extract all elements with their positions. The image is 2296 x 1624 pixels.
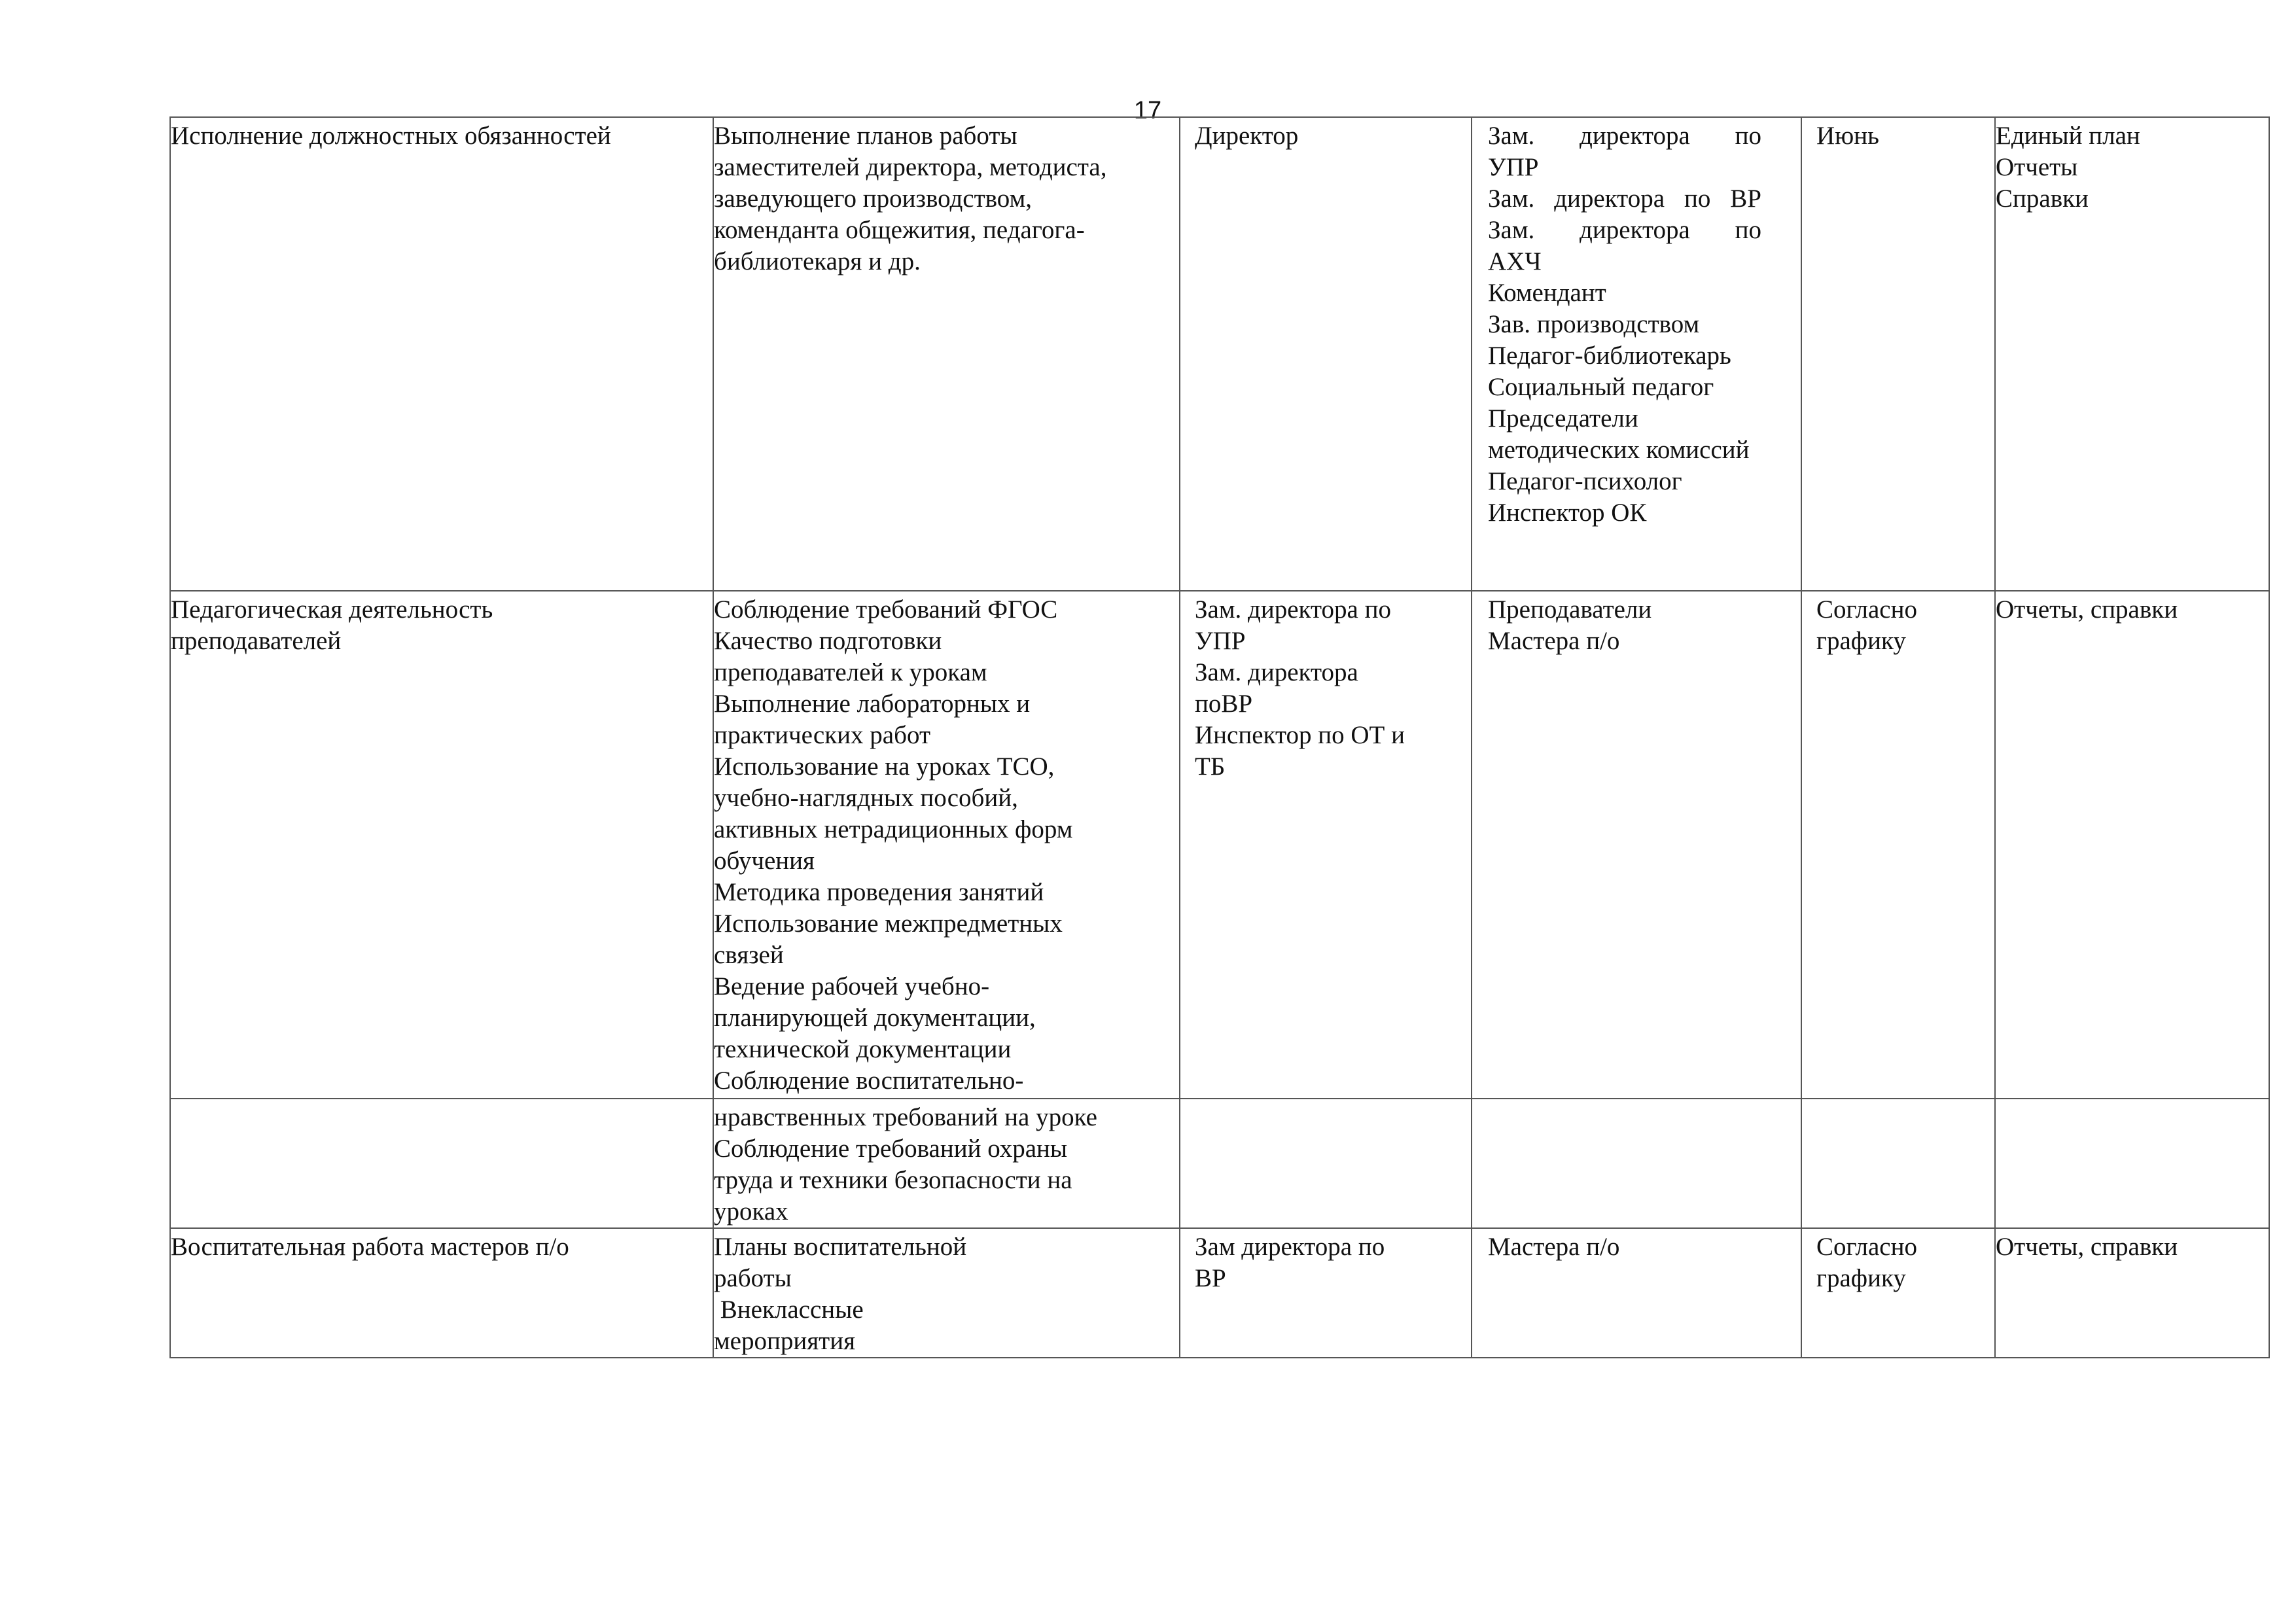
cell-content: нравственных требований на уроке Соблюдение требований охраны труда и техники безопасности на уроках (713, 1099, 1180, 1228)
cell-period: Июнь (1801, 117, 1995, 591)
table-row (170, 117, 2269, 591)
table-row (170, 591, 2269, 1099)
control-plan-table (169, 116, 2270, 1358)
cell-result (1995, 1099, 2269, 1228)
cell-controller (1180, 1099, 1472, 1228)
subject-line: Зам. директора по (1488, 216, 1761, 244)
cell-content: Соблюдение требований ФГОС Качество подготовки преподавателей к урокам Выполнение лабораторных и практических работ Использование на уроках ТСО, учебно-наглядных пособий, активных нетрадиционных форм обучения Методика проведения занятий Использование межпредметных связей Ведение рабочей учебно- планирующей документации, технической документации Соблюдение воспитательно- (713, 591, 1180, 1099)
table-row (170, 1099, 2269, 1228)
cell-subjects: Преподаватели Мастера п/о (1472, 591, 1801, 1099)
subject-line: Зам. директора по (1488, 122, 1761, 150)
cell-area: Исполнение должностных обязанностей (170, 117, 713, 591)
table-row (170, 1228, 2269, 1358)
page-number: 17 (1133, 97, 1162, 124)
cell-period: Согласно графику (1801, 591, 1995, 1099)
cell-result: Единый план Отчеты Справки (1995, 117, 2269, 591)
table-body (170, 117, 2269, 1358)
cell-area (170, 1099, 713, 1228)
subject-line: Зам. директора по ВР (1488, 185, 1761, 213)
cell-subjects: Мастера п/о (1472, 1228, 1801, 1358)
cell-content: Планы воспитательной работы Внеклассные мероприятия (713, 1228, 1180, 1358)
cell-subjects: Зам. директора по УПР Зам. директора по ВР Зам. директора по АХЧ Комендант Зав. производством Педагог-библиотекарь Социальный педагог Председатели методических комиссий Педагог-психолог Инспектор ОК (1472, 117, 1801, 591)
cell-period: Согласно графику (1801, 1228, 1995, 1358)
cell-area: Воспитательная работа мастеров п/о (170, 1228, 713, 1358)
cell-area: Педагогическая деятельность преподавателей (170, 591, 713, 1099)
cell-subjects (1472, 1099, 1801, 1228)
cell-period (1801, 1099, 1995, 1228)
cell-controller: Зам директора по ВР (1180, 1228, 1472, 1358)
cell-result: Отчеты, справки (1995, 591, 2269, 1099)
cell-result: Отчеты, справки (1995, 1228, 2269, 1358)
cell-controller: Директор (1180, 117, 1472, 591)
cell-controller: Зам. директора по УПР Зам. директора поВР Инспектор по ОТ и ТБ (1180, 591, 1472, 1099)
cell-content: Выполнение планов работы заместителей директора, методиста, заведующего производством, коменданта общежития, педагога- библиотекаря и др. (713, 117, 1180, 591)
